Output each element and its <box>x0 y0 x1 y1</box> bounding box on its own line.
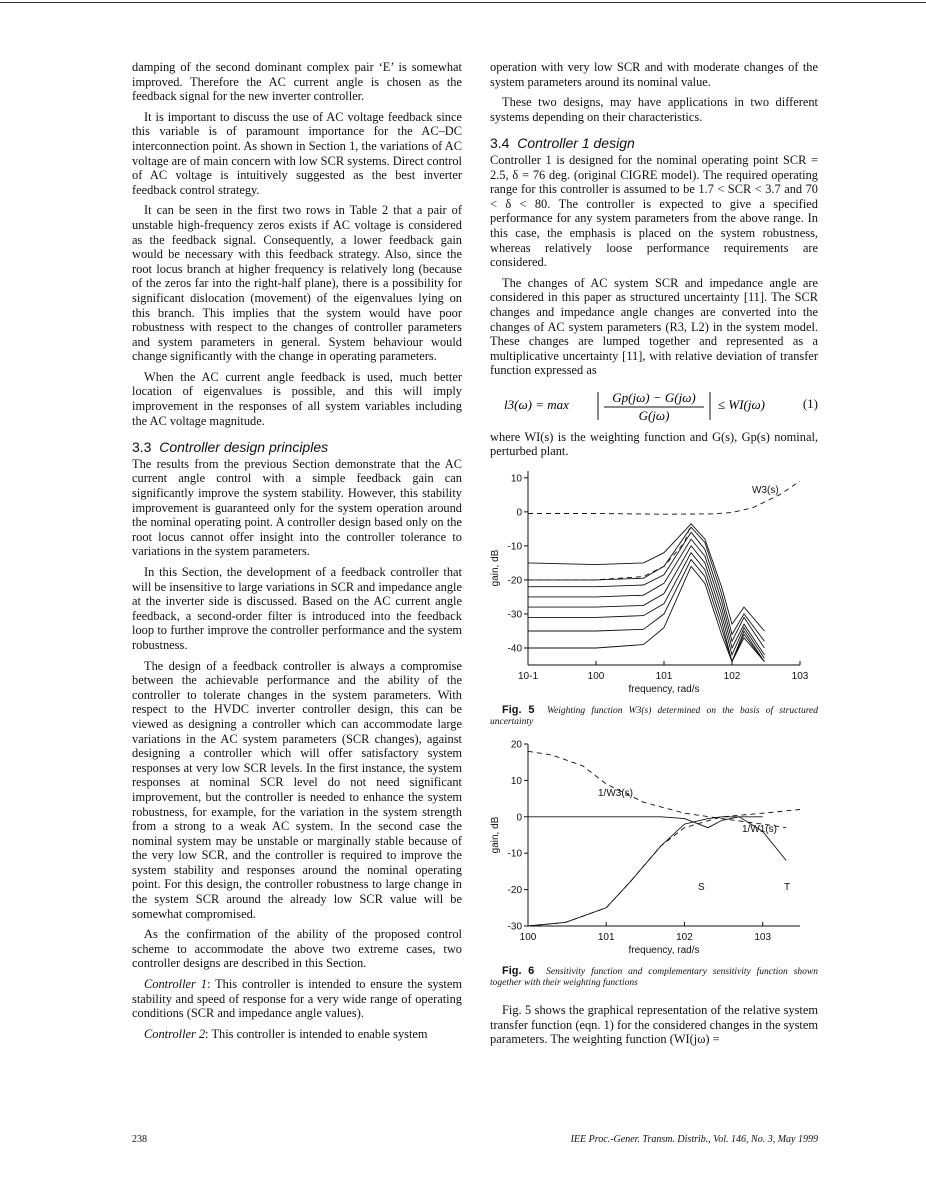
section-heading-3-4 <box>490 136 818 151</box>
equation-1 <box>504 384 818 424</box>
equation-lhs: l3(ω) = max <box>504 396 569 412</box>
paragraph: damping of the second dominant complex pair ‘E’ is somewhat improved. Therefore the AC current angle is chosen as the feedback signal for the new inverter controller. <box>132 60 462 104</box>
figure-6-label: Fig. 6 <box>502 965 535 978</box>
figure-6-caption <box>490 966 818 989</box>
x-tick-label: 10-1 <box>517 671 539 683</box>
paragraph: These two designs, may have applications in two different systems depending on their characteristics. <box>490 95 818 124</box>
paragraph: operation with very low SCR and with moderate changes of the system parameters around its nominal value. <box>490 60 818 89</box>
page-number: 238 <box>132 1134 147 1145</box>
y-tick-label: 10 <box>510 775 522 787</box>
x-tick-label: 102 <box>676 932 693 944</box>
x-axis-label: frequency, rad/s <box>628 945 700 957</box>
figure-6-caption-text: Sensitivity function and complementary sensitivity function shown together with their weighting functions <box>490 967 818 989</box>
x-tick-label: 100 <box>519 932 537 944</box>
figure-5-label: Fig. 5 <box>502 704 535 717</box>
paragraph: The results from the previous Section demonstrate that the AC current angle control with a simple feedback gain can significantly improve the system stability. However, this stability improvement is guaranteed only for the system operation around the nominal operating point. A controller design based only on the root locus cannot offer insight into the controller tolerance to variations in the system parameters. <box>132 456 462 559</box>
y-tick-label: 0 <box>516 812 522 824</box>
paragraph: When the AC current angle feedback is used, much better location of eigenvalues is possible, and this will imply improvement in the responses of all system variables including the AC voltage magnitude. <box>132 369 462 428</box>
y-axis-label: gain, dB <box>490 549 501 587</box>
controller1-label: Controller 1 <box>144 977 207 992</box>
y-tick-label: 20 <box>510 739 522 751</box>
chart-annotation: 1/W3(s) <box>598 788 633 800</box>
page-top-rule <box>0 2 926 3</box>
chart-axes <box>490 740 800 957</box>
section-title: Controller design principles <box>159 439 329 456</box>
paragraph: where WI(s) is the weighting function and G(s), Gp(s) nominal, perturbed plant. <box>490 429 818 459</box>
series-line <box>528 524 764 631</box>
section-number: 3.4 <box>490 135 510 152</box>
series-line <box>528 817 763 926</box>
x-tick-label: 100 <box>587 671 605 683</box>
equation-graphic <box>504 384 803 424</box>
paragraph: It is important to discuss the use of AC voltage feedback since this variable is of paramount importance for the AC–DC interconnection point. As shown in Section 1, the variations of AC voltage are of main concern with low SCR systems. Direct control of AC voltage is intuitively suggested as the best inverter feedback control strategy. <box>132 109 462 197</box>
equation-rhs: ≤ WI(jω) <box>718 396 765 412</box>
y-tick-label: 10 <box>510 473 522 485</box>
figure-5-caption-text: Weighting function W3(s) determined on the basis of structured uncertainty <box>490 706 819 728</box>
chart-annotation: W3(s) <box>752 485 779 497</box>
section-number: 3.3 <box>132 439 152 456</box>
y-tick-label: -30 <box>507 609 522 621</box>
controller2-label: Controller 2 <box>144 1026 206 1041</box>
paragraph: Controller 1 is designed for the nominal operating point SCR = 2.5, δ = 76 deg. (original CIGRE model). The required operating range for this controller is assumed to be 1.7 < SCR < 3.7 and 70 < δ < 80. The controller is expected to give a specified performance for any system parameters from the above range. In this case, the emphasis is placed on the system robustness, whereas relatively loose performance requirements are considered. <box>490 152 818 270</box>
section-title: Controller 1 design <box>517 135 635 152</box>
paragraph: In this Section, the development of a feedback controller that will be insensitive to large variations in SCR and impedance angle at the inverter side is discussed. Based on the AC current angle feedback, a second-order filter is introduced into the feedback loop to further improve the controller performance and the system robustness. <box>132 565 462 652</box>
controller1-text: : This controller is intended to ensure the system stability and speed of response for a very wide range of operating conditions (SCR and impedance angle values). <box>132 977 462 1021</box>
y-tick-label: 0 <box>516 507 522 519</box>
x-tick-label: 102 <box>723 671 741 683</box>
series-line <box>528 539 764 655</box>
series-line <box>528 751 786 827</box>
paragraph: Fig. 5 shows the graphical representation of the relative system transfer function (eqn. 1) for the considered changes in the system parameters. The weighting function (WI(jω) = <box>490 1003 818 1047</box>
paragraph: It can be seen in the first two rows in Table 2 that a pair of unstable high-frequency zeros exists if AC voltage is considered as the feedback signal. Consequently, a lower feedback gain would be necessary with this feedback strategy. Also, since the root locus branch at higher frequency is relatively long (because of the zeros far into the right-half plane), there is a possibility for significant dislocation (movement) of the eigenvalues lying on this branch. This implies that the system would have poor robustness with respect to the changes of controller parameters and system parameters in general. System behaviour would change significantly with the change in operating parameters. <box>132 203 462 364</box>
figure-5-chart <box>490 465 818 705</box>
y-tick-label: -20 <box>507 885 522 897</box>
controller2-text: : This controller is intended to enable system <box>205 1026 428 1041</box>
chart-annotation: 1/W1(s) <box>742 824 777 836</box>
paragraph: As the confirmation of the ability of the proposed control scheme to accommodate the above two extreme cases, two controller designs are described in this Section. <box>132 927 462 971</box>
section-heading-3-3 <box>132 440 462 455</box>
x-tick-label: 101 <box>655 671 673 683</box>
journal-reference: IEE Proc.-Gener. Transm. Distrib., Vol. 146, No. 3, May 1999 <box>570 1134 818 1145</box>
controller2-paragraph <box>132 1027 462 1042</box>
equation-number: (1) <box>802 395 818 411</box>
chart-annotation: S <box>698 882 705 894</box>
chart-axes <box>490 471 809 695</box>
x-tick-label: 101 <box>597 932 615 944</box>
right-column <box>490 60 818 1053</box>
y-tick-label: -20 <box>507 575 522 587</box>
figure-6-chart <box>490 738 818 966</box>
y-tick-label: -10 <box>507 541 522 553</box>
left-column <box>132 60 462 1041</box>
chart-annotation: T <box>784 882 791 894</box>
x-tick-label: 103 <box>791 671 809 683</box>
controller1-paragraph <box>132 977 462 1021</box>
series-line <box>528 546 764 658</box>
paragraph: The design of a feedback controller is always a compromise between the achievable performance and the ability of the controller to tolerate changes in the system parameters. With respect to the HVDC inverter controller design, this can be viewed as designing a controller which can accommodate large variations in the AC system parameters (SCR changes), against designing a controller which will offer satisfactory system responses at very low SCR levels. In the first instance, the system responses at nominal SCR level do not need significant improvement, but the controller is needed to enhance the system robustness, for example, for the variation in the system strength from a strong to a weak AC system. In the second case the nominal system may be unstable or marginally stable because of the very low SCR, and the controller is required to improve the system stability and responses around the nominal operating point. For this design, the controller robustness to large change in the system SCR around the already low SCR value will be somewhat compromised. <box>132 658 462 921</box>
x-tick-label: 103 <box>754 932 772 944</box>
y-axis-label: gain, dB <box>490 816 501 854</box>
figure-5-caption <box>490 705 818 728</box>
x-axis-label: frequency, rad/s <box>628 684 700 696</box>
y-tick-label: -40 <box>507 643 522 655</box>
y-tick-label: -10 <box>507 848 522 860</box>
equation-numerator: Gp(jω) − G(jω) <box>612 389 696 405</box>
y-tick-label: -30 <box>507 921 522 933</box>
series-line <box>528 527 764 641</box>
equation-denominator: G(jω) <box>638 407 670 423</box>
paragraph: The changes of AC system SCR and impedance angle are considered in this paper as structured uncertainty [11]. The SCR changes and impedance angle changes are converted into the changes of AC system parameters (R3, L2) in the system model. These changes are lumped together and represented as a multiplicative uncertainty [11], with relative deviation of transfer function expressed as <box>490 275 818 378</box>
